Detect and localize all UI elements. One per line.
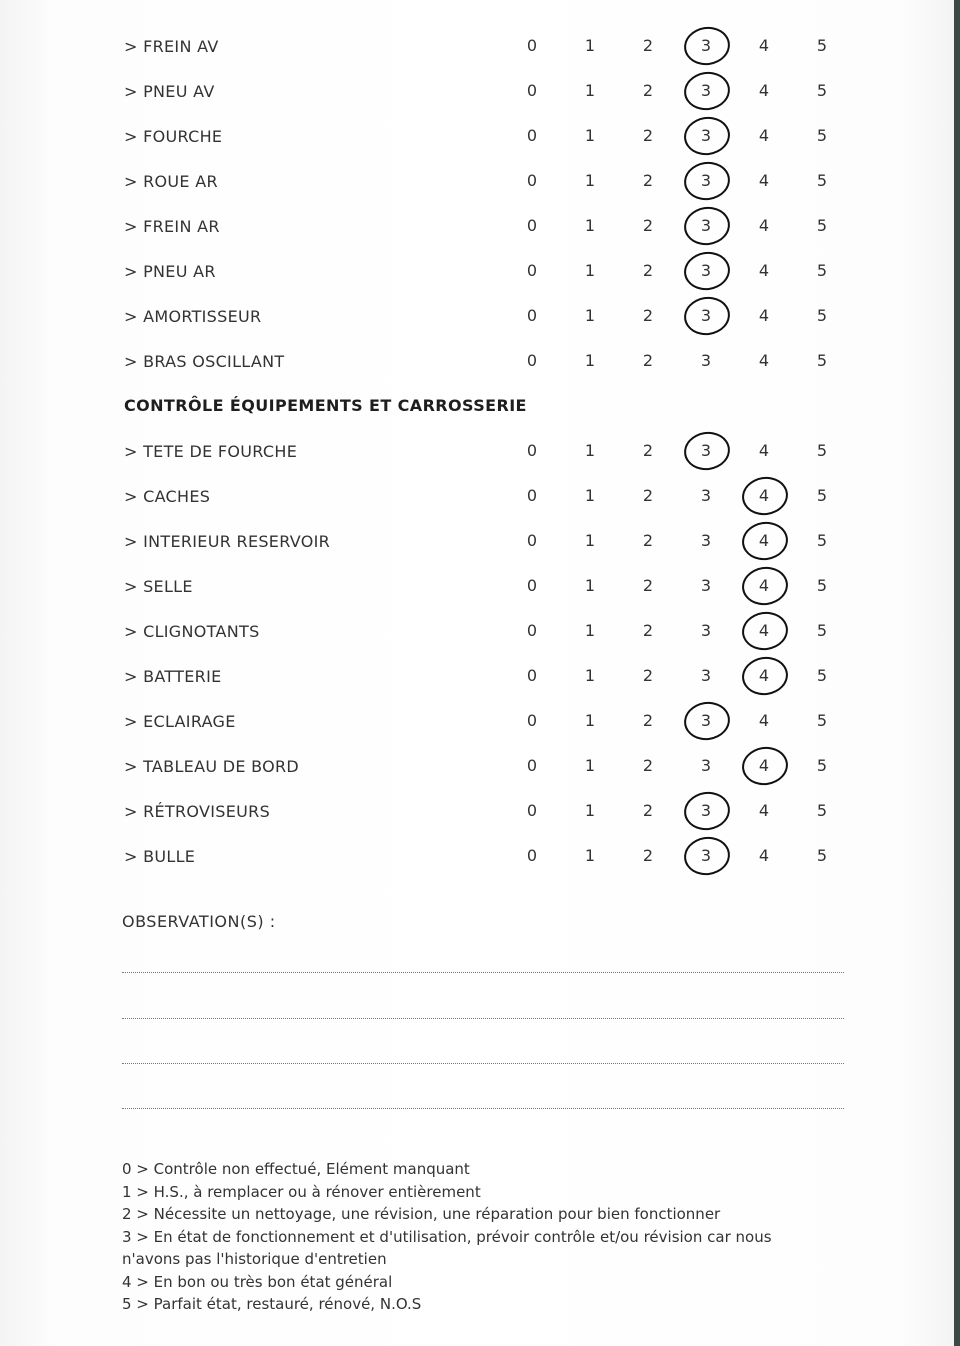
rating-option[interactable]: 0 [526, 756, 538, 775]
rating-option[interactable]: 4 [758, 126, 770, 145]
rating-option[interactable]: 5 [816, 441, 828, 460]
rating-option[interactable]: 4 [758, 261, 770, 280]
checklist [0, 24, 960, 879]
rating-option[interactable]: 5 [816, 486, 828, 505]
rating-option[interactable]: 5 [816, 171, 828, 190]
rating-option-selected[interactable]: 4 [752, 666, 776, 685]
rating-option[interactable]: 3 [700, 756, 712, 775]
rating-option[interactable]: 0 [526, 666, 538, 685]
rating-option[interactable]: 1 [584, 846, 596, 865]
row-label: > ROUE AR [124, 172, 218, 191]
rating-option-selected[interactable]: 4 [752, 576, 776, 595]
rating-option[interactable]: 2 [642, 531, 654, 550]
rating-option[interactable]: 4 [758, 216, 770, 235]
row-label: > AMORTISSEUR [124, 307, 262, 326]
rating-option[interactable]: 1 [584, 531, 596, 550]
rating-option[interactable]: 4 [758, 36, 770, 55]
legend-line: 1 > H.S., à remplacer ou à rénover entièrement [122, 1182, 481, 1201]
rating-option[interactable]: 0 [526, 306, 538, 325]
rating-option-selected[interactable]: 4 [752, 621, 776, 640]
checklist-row [0, 69, 960, 114]
legend-line: 3 > En état de fonctionnement et d'utilisation, prévoir contrôle et/ou révision car nous [122, 1227, 772, 1246]
observation-line [122, 1063, 844, 1064]
rating-option[interactable]: 2 [642, 711, 654, 730]
row-label: > FREIN AR [124, 217, 220, 236]
legend-line: 4 > En bon ou très bon état général [122, 1272, 393, 1291]
rating-option[interactable]: 0 [526, 711, 538, 730]
rating-option[interactable]: 0 [526, 846, 538, 865]
row-label: > PNEU AV [124, 82, 215, 101]
row-label: > FOURCHE [124, 127, 223, 146]
row-label: > BATTERIE [124, 667, 222, 686]
legend [122, 1158, 842, 1316]
row-label: > BULLE [124, 847, 196, 866]
rating-option[interactable]: 0 [526, 126, 538, 145]
rating-scale [520, 159, 840, 204]
section-title: CONTRÔLE ÉQUIPEMENTS ET CARROSSERIE [124, 396, 527, 415]
legend-line: 0 > Contrôle non effectué, Elément manquant [122, 1160, 470, 1178]
rating-option[interactable]: 5 [816, 531, 828, 550]
rating-option[interactable]: 1 [584, 81, 596, 100]
rating-option[interactable]: 5 [816, 756, 828, 775]
observation-line [122, 1108, 844, 1109]
rating-option[interactable]: 1 [584, 486, 596, 505]
checklist-row [0, 744, 960, 789]
rating-option-selected[interactable]: 4 [752, 486, 776, 505]
rating-scale [520, 24, 840, 69]
row-label: > SELLE [124, 577, 193, 596]
rating-option[interactable]: 5 [816, 846, 828, 865]
rating-option[interactable]: 1 [584, 126, 596, 145]
observation-line [122, 972, 844, 973]
rating-option[interactable]: 1 [584, 666, 596, 685]
rating-option-selected[interactable]: 4 [752, 531, 776, 550]
rating-option[interactable]: 0 [526, 261, 538, 280]
rating-option[interactable]: 3 [700, 531, 712, 550]
rating-option[interactable]: 5 [816, 216, 828, 235]
rating-option[interactable]: 0 [526, 486, 538, 505]
rating-option[interactable]: 4 [758, 171, 770, 190]
legend-line: n'avons pas l'historique d'entretien [122, 1250, 387, 1268]
row-label: > TETE DE FOURCHE [124, 442, 298, 461]
rating-option[interactable]: 4 [758, 441, 770, 460]
checklist-row [0, 24, 960, 69]
observation-line [122, 1018, 844, 1019]
rating-scale [520, 699, 840, 744]
rating-scale [520, 69, 840, 114]
rating-option[interactable]: 3 [700, 351, 712, 370]
rating-option-selected[interactable]: 3 [694, 216, 718, 235]
rating-option[interactable]: 2 [642, 666, 654, 685]
checklist-row [0, 654, 960, 699]
rating-option[interactable]: 0 [526, 801, 538, 820]
rating-option[interactable]: 2 [642, 216, 654, 235]
rating-option[interactable]: 2 [642, 36, 654, 55]
rating-option[interactable]: 2 [642, 621, 654, 640]
rating-scale [520, 744, 840, 789]
rating-option[interactable]: 0 [526, 171, 538, 190]
rating-option[interactable]: 1 [584, 711, 596, 730]
rating-option[interactable]: 0 [526, 351, 538, 370]
rating-option[interactable]: 2 [642, 306, 654, 325]
row-label: > RÉTROVISEURS [124, 802, 271, 821]
rating-option[interactable]: 4 [758, 81, 770, 100]
row-label: > FREIN AV [124, 37, 219, 56]
rating-option[interactable]: 0 [526, 36, 538, 55]
rating-option[interactable]: 2 [642, 846, 654, 865]
rating-option[interactable]: 5 [816, 126, 828, 145]
row-label: > CACHES [124, 487, 211, 506]
rating-option-selected[interactable]: 3 [694, 81, 718, 100]
checklist-row [0, 429, 960, 474]
checklist-row [0, 564, 960, 609]
rating-scale [520, 834, 840, 879]
rating-option[interactable]: 5 [816, 306, 828, 325]
checklist-row [0, 159, 960, 204]
rating-option-selected[interactable]: 3 [694, 441, 718, 460]
rating-option[interactable]: 5 [816, 621, 828, 640]
rating-option[interactable]: 5 [816, 711, 828, 730]
row-label: > INTERIEUR RESERVOIR [124, 532, 331, 551]
rating-option[interactable]: 5 [816, 801, 828, 820]
rating-option[interactable]: 3 [700, 576, 712, 595]
rating-option[interactable]: 5 [816, 666, 828, 685]
rating-option[interactable]: 2 [642, 351, 654, 370]
rating-scale [520, 609, 840, 654]
rating-option[interactable]: 0 [526, 81, 538, 100]
rating-option[interactable]: 5 [816, 351, 828, 370]
rating-option-selected[interactable]: 3 [694, 846, 718, 865]
rating-option[interactable]: 1 [584, 306, 596, 325]
rating-option[interactable]: 0 [526, 621, 538, 640]
checklist-row [0, 339, 960, 384]
checklist-row [0, 699, 960, 744]
rating-option[interactable]: 2 [642, 801, 654, 820]
rating-option[interactable]: 1 [584, 621, 596, 640]
rating-option-selected[interactable]: 3 [694, 126, 718, 145]
rating-option[interactable]: 5 [816, 81, 828, 100]
checklist-row [0, 474, 960, 519]
rating-option-selected[interactable]: 3 [694, 306, 718, 325]
rating-option[interactable]: 1 [584, 756, 596, 775]
checklist-row [0, 114, 960, 159]
rating-scale [520, 474, 840, 519]
rating-option[interactable]: 2 [642, 576, 654, 595]
rating-scale [520, 204, 840, 249]
rating-option[interactable]: 4 [758, 306, 770, 325]
row-label: > TABLEAU DE BORD [124, 757, 300, 776]
rating-scale [520, 114, 840, 159]
rating-option[interactable]: 5 [816, 36, 828, 55]
rating-option[interactable]: 1 [584, 351, 596, 370]
row-label: > BRAS OSCILLANT [124, 352, 285, 371]
checklist-row [0, 789, 960, 834]
rating-scale [520, 249, 840, 294]
checklist-row [0, 834, 960, 879]
rating-option[interactable]: 1 [584, 576, 596, 595]
rating-option-selected[interactable]: 3 [694, 801, 718, 820]
rating-option[interactable]: 2 [642, 171, 654, 190]
rating-scale [520, 654, 840, 699]
rating-scale [520, 789, 840, 834]
rating-option[interactable]: 1 [584, 441, 596, 460]
section-header [0, 384, 960, 429]
rating-option-selected[interactable]: 3 [694, 711, 718, 730]
checklist-row [0, 519, 960, 564]
rating-option[interactable]: 2 [642, 441, 654, 460]
rating-option[interactable]: 1 [584, 801, 596, 820]
checklist-row [0, 249, 960, 294]
rating-option[interactable]: 2 [642, 261, 654, 280]
rating-option[interactable]: 2 [642, 756, 654, 775]
rating-option-selected[interactable]: 3 [694, 261, 718, 280]
legend-line: 5 > Parfait état, restauré, rénové, N.O.S [122, 1295, 422, 1313]
rating-option[interactable]: 1 [584, 216, 596, 235]
observations-label: OBSERVATION(S) : [122, 912, 276, 931]
rating-option-selected[interactable]: 3 [694, 171, 718, 190]
rating-option[interactable]: 2 [642, 81, 654, 100]
row-label: > PNEU AR [124, 262, 216, 281]
rating-option[interactable]: 0 [526, 576, 538, 595]
rating-option-selected[interactable]: 3 [694, 36, 718, 55]
rating-option[interactable]: 3 [700, 621, 712, 640]
rating-option[interactable]: 0 [526, 216, 538, 235]
rating-option[interactable]: 4 [758, 801, 770, 820]
rating-option[interactable]: 0 [526, 441, 538, 460]
rating-option[interactable]: 4 [758, 351, 770, 370]
rating-option-selected[interactable]: 4 [752, 756, 776, 775]
row-label: > CLIGNOTANTS [124, 622, 260, 641]
rating-scale [520, 429, 840, 474]
legend-line: 2 > Nécessite un nettoyage, une révision, une réparation pour bien fonctionner [122, 1205, 721, 1223]
rating-scale [520, 339, 840, 384]
rating-option[interactable]: 5 [816, 261, 828, 280]
rating-scale [520, 294, 840, 339]
rating-option[interactable]: 3 [700, 666, 712, 685]
rating-scale [520, 519, 840, 564]
rating-scale [520, 564, 840, 609]
checklist-row [0, 294, 960, 339]
checklist-row [0, 609, 960, 654]
rating-option[interactable]: 1 [584, 261, 596, 280]
rating-option[interactable]: 4 [758, 711, 770, 730]
rating-option[interactable]: 0 [526, 531, 538, 550]
rating-option[interactable]: 1 [584, 36, 596, 55]
rating-option[interactable]: 3 [700, 486, 712, 505]
rating-option[interactable]: 5 [816, 576, 828, 595]
rating-option[interactable]: 4 [758, 846, 770, 865]
rating-option[interactable]: 1 [584, 171, 596, 190]
rating-option[interactable]: 2 [642, 126, 654, 145]
row-label: > ECLAIRAGE [124, 712, 236, 731]
rating-option[interactable]: 2 [642, 486, 654, 505]
checklist-row [0, 204, 960, 249]
